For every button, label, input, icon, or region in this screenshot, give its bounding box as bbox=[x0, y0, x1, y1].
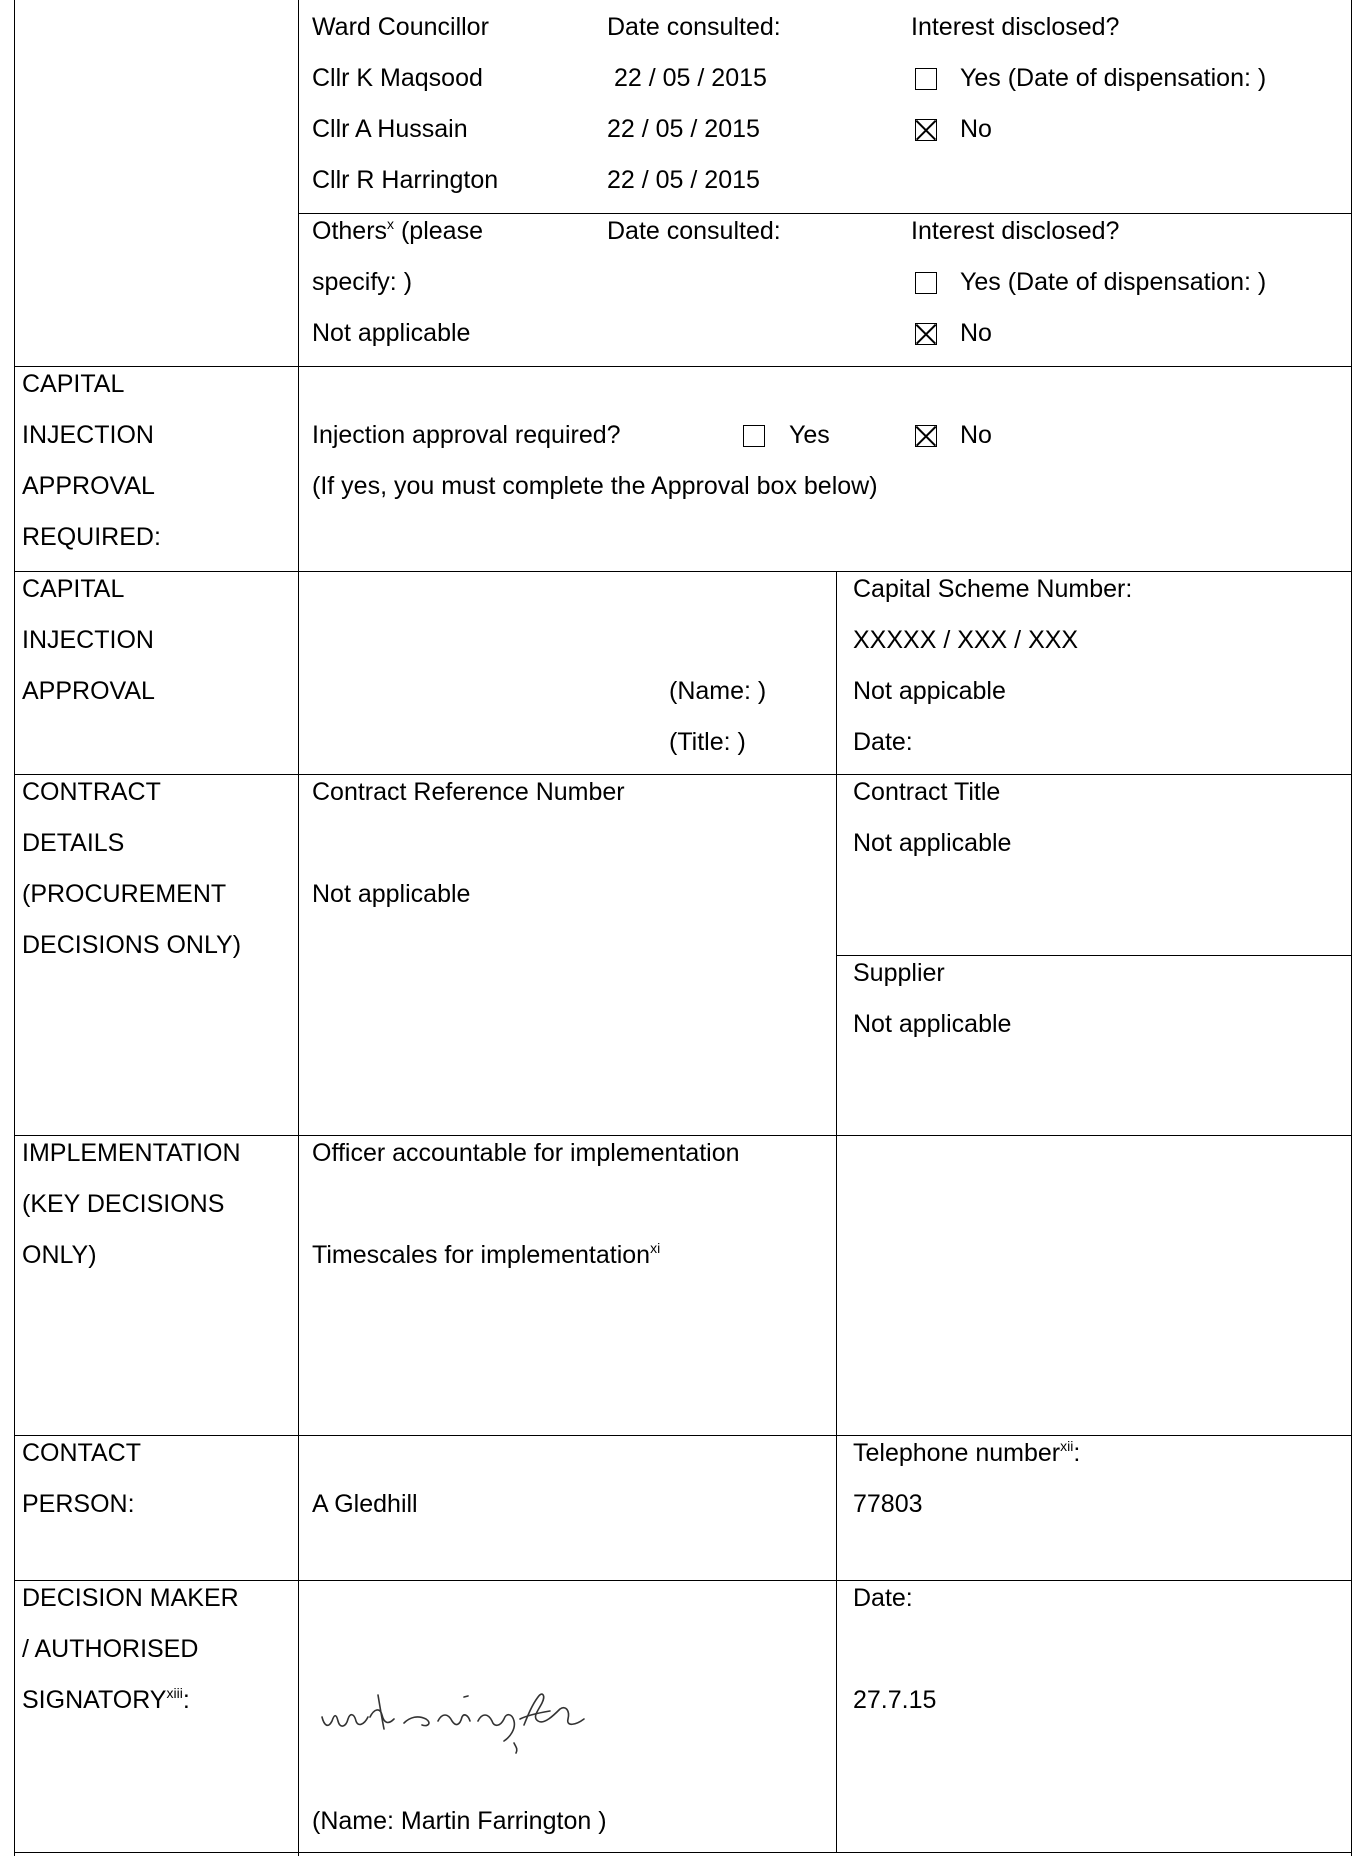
contact-label-2: PERSON: bbox=[22, 1490, 135, 1518]
injection-required-note: (If yes, you must complete the Approval box below) bbox=[312, 472, 878, 500]
others-interest-no-label: No bbox=[960, 319, 992, 347]
injection-required-label-2: INJECTION bbox=[22, 421, 154, 449]
date-consulted-header: Date consulted: bbox=[607, 13, 781, 41]
approver-name-field: (Name: ) bbox=[669, 677, 767, 705]
others-interest-yes-label: Yes (Date of dispensation: ) bbox=[960, 268, 1267, 296]
injection-approval-label-2: INJECTION bbox=[22, 626, 154, 654]
officer-accountable-label: Officer accountable for implementation bbox=[312, 1139, 740, 1167]
ward-interest-yes-checkbox[interactable] bbox=[915, 68, 937, 90]
others-interest-yes-checkbox[interactable] bbox=[915, 272, 937, 294]
decision-date-value: 27.7.15 bbox=[853, 1686, 937, 1714]
table-border-right bbox=[1351, 0, 1352, 1856]
councillor-date-3: 22 / 05 / 2015 bbox=[607, 166, 760, 194]
others-interest-header: Interest disclosed? bbox=[911, 217, 1120, 245]
others-specify: specify: ) bbox=[312, 268, 413, 296]
contract-label-2: DETAILS bbox=[22, 829, 125, 857]
row-divider-supplier bbox=[836, 955, 1351, 956]
approver-title-field: (Title: ) bbox=[669, 728, 746, 756]
councillor-name-3: Cllr R Harrington bbox=[312, 166, 499, 194]
injection-no-checkbox[interactable] bbox=[915, 425, 937, 447]
column-divider-label bbox=[298, 0, 299, 1856]
decision-label-3: SIGNATORY$^{xiii}$: bbox=[22, 1685, 190, 1714]
decision-label-1: DECISION MAKER bbox=[22, 1584, 239, 1612]
telephone-value: 77803 bbox=[853, 1490, 923, 1518]
injection-yes-label: Yes bbox=[789, 421, 830, 449]
supplier-label: Supplier bbox=[853, 959, 945, 987]
contract-label-3: (PROCUREMENT bbox=[22, 880, 227, 908]
table-border-bottom bbox=[14, 1852, 1351, 1853]
row-divider-injection-required bbox=[14, 366, 1351, 367]
injection-yes-checkbox[interactable] bbox=[743, 425, 765, 447]
decision-maker-name: (Name: Martin Farrington ) bbox=[312, 1807, 607, 1835]
handwritten-signature bbox=[318, 1655, 798, 1765]
injection-required-question: Injection approval required? bbox=[312, 421, 621, 449]
capital-scheme-status: Not appicable bbox=[853, 677, 1006, 705]
row-divider-injection-approval bbox=[14, 571, 1351, 572]
others-header: Others$^x$ (please bbox=[312, 216, 483, 245]
councillor-date-2: 22 / 05 / 2015 bbox=[607, 115, 760, 143]
approval-date-label: Date: bbox=[853, 728, 913, 756]
contract-reference-value: Not applicable bbox=[312, 880, 471, 908]
councillor-name-2: Cllr A Hussain bbox=[312, 115, 468, 143]
contract-label-1: CONTRACT bbox=[22, 778, 161, 806]
injection-no-label: No bbox=[960, 421, 992, 449]
contract-reference-label: Contract Reference Number bbox=[312, 778, 625, 806]
row-divider-contract bbox=[14, 774, 1351, 775]
telephone-label: Telephone number$^{xii}$: bbox=[853, 1438, 1081, 1467]
decision-date-label: Date: bbox=[853, 1584, 913, 1612]
supplier-value: Not applicable bbox=[853, 1010, 1012, 1038]
column-divider-contact bbox=[836, 1435, 837, 1853]
injection-approval-label-1: CAPITAL bbox=[22, 575, 125, 603]
row-divider-implementation bbox=[14, 1135, 1351, 1136]
injection-required-label-4: REQUIRED: bbox=[22, 523, 161, 551]
injection-required-label-1: CAPITAL bbox=[22, 370, 125, 398]
contact-label-1: CONTACT bbox=[22, 1439, 141, 1467]
row-divider-decision bbox=[14, 1580, 1351, 1581]
contract-label-4: DECISIONS ONLY) bbox=[22, 931, 242, 959]
row-divider-contact bbox=[14, 1435, 1351, 1436]
contract-title-label: Contract Title bbox=[853, 778, 1001, 806]
contact-name: A Gledhill bbox=[312, 1490, 418, 1518]
interest-disclosed-header: Interest disclosed? bbox=[911, 13, 1120, 41]
decision-label-2: / AUTHORISED bbox=[22, 1635, 199, 1663]
councillor-date-1: 22 / 05 / 2015 bbox=[614, 64, 767, 92]
ward-interest-yes-label: Yes (Date of dispensation: ) bbox=[960, 64, 1267, 92]
others-not-applicable: Not applicable bbox=[312, 319, 471, 347]
implementation-label-3: ONLY) bbox=[22, 1241, 97, 1269]
timescales-label: Timescales for implementation$^{xi}$ bbox=[312, 1240, 661, 1269]
implementation-label-1: IMPLEMENTATION bbox=[22, 1139, 241, 1167]
capital-scheme-label: Capital Scheme Number: bbox=[853, 575, 1133, 603]
contract-title-value: Not applicable bbox=[853, 829, 1012, 857]
injection-required-label-3: APPROVAL bbox=[22, 472, 155, 500]
ward-interest-no-checkbox[interactable] bbox=[915, 119, 937, 141]
table-border-left bbox=[14, 0, 15, 1856]
councillor-name-1: Cllr K Maqsood bbox=[312, 64, 483, 92]
others-interest-no-checkbox[interactable] bbox=[915, 323, 937, 345]
others-date-consulted-header: Date consulted: bbox=[607, 217, 781, 245]
implementation-label-2: (KEY DECISIONS bbox=[22, 1190, 225, 1218]
injection-approval-label-3: APPROVAL bbox=[22, 677, 155, 705]
ward-interest-no-label: No bbox=[960, 115, 992, 143]
capital-scheme-number: XXXXX / XXX / XXX bbox=[853, 626, 1079, 654]
ward-councillor-header: Ward Councillor bbox=[312, 13, 489, 41]
row-divider-others bbox=[298, 213, 1351, 214]
